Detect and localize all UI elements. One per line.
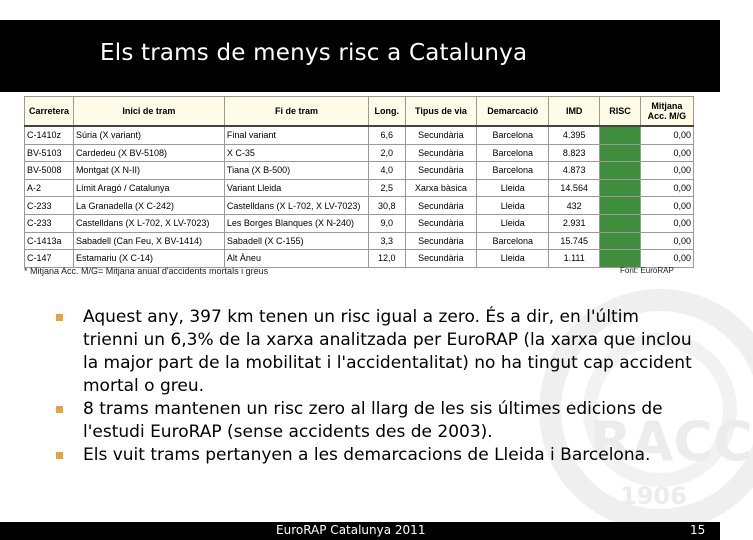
- cell-imd: 1.111: [549, 250, 600, 268]
- table-row: [25, 197, 694, 215]
- risk-table: [24, 96, 694, 268]
- cell-demarcacio: Lleida: [477, 179, 549, 197]
- cell-demarcacio: Lleida: [477, 197, 549, 215]
- table-note: * Mitjana Acc. M/G= Mitjana anual d'accidents mortals i greus: [24, 266, 269, 276]
- cell-imd: 15.745: [549, 232, 600, 250]
- bullet-item: Els vuit trams pertanyen a les demarcacions de Lleida i Barcelona.: [56, 444, 696, 467]
- cell-imd: 14.564: [549, 179, 600, 197]
- cell-carretera: BV-5103: [25, 144, 74, 162]
- cell-demarcacio: Barcelona: [477, 232, 549, 250]
- cell-inici: Súria (X variant): [73, 126, 224, 144]
- cell-fi: Tiana (X B-500): [224, 162, 368, 180]
- cell-tipus: Secundària: [405, 197, 477, 215]
- col-header-risc: RISC: [600, 97, 641, 127]
- footer-bar: [0, 522, 720, 540]
- cell-inici: La Granadella (X C-242): [73, 197, 224, 215]
- cell-imd: 4.395: [549, 126, 600, 144]
- table-row: [25, 250, 694, 268]
- cell-fi: Alt Àneu: [224, 250, 368, 268]
- footer-text: EuroRAP Catalunya 2011: [276, 523, 426, 537]
- table-header-row: [25, 97, 694, 127]
- col-header-long: Long.: [369, 97, 405, 127]
- cell-risc: [600, 214, 641, 232]
- bullet-square-icon: [56, 406, 63, 413]
- cell-mitjana: 0,00: [640, 162, 693, 180]
- cell-carretera: BV-5008: [25, 162, 74, 180]
- cell-mitjana: 0,00: [640, 179, 693, 197]
- cell-demarcacio: Lleida: [477, 250, 549, 268]
- page-number: 15: [690, 523, 706, 537]
- cell-carretera: C-1410z: [25, 126, 74, 144]
- watermark-text: RACC: [590, 410, 753, 473]
- cell-risc: [600, 179, 641, 197]
- cell-mitjana: 0,00: [640, 144, 693, 162]
- cell-long: 12,0: [369, 250, 405, 268]
- table-row: [25, 232, 694, 250]
- cell-imd: 4.873: [549, 162, 600, 180]
- cell-imd: 432: [549, 197, 600, 215]
- bullet-item: Aquest any, 397 km tenen un risc igual a zero. És a dir, en l'últim trienni un 6,3% de la xarxa analitzada per EuroRAP (la xarxa que inclou la major part de la mobilitat i l'accidentalitat) no ha tingut cap accident mortal o greu.: [56, 306, 696, 398]
- table-row: [25, 214, 694, 232]
- cell-carretera: C-147: [25, 250, 74, 268]
- slide-title: Els trams de menys risc a Catalunya: [100, 40, 528, 66]
- cell-inici: Montgat (X N-II): [73, 162, 224, 180]
- cell-risc: [600, 162, 641, 180]
- table-body: [25, 126, 694, 267]
- table-source: Font: EuroRAP: [620, 266, 674, 275]
- col-header-fi: Fi de tram: [224, 97, 368, 127]
- cell-inici: Cardedeu (X BV-5108): [73, 144, 224, 162]
- cell-risc: [600, 126, 641, 144]
- cell-fi: Variant Lleida: [224, 179, 368, 197]
- cell-risc: [600, 144, 641, 162]
- col-header-imd: IMD: [549, 97, 600, 127]
- cell-demarcacio: Lleida: [477, 214, 549, 232]
- cell-mitjana: 0,00: [640, 250, 693, 268]
- col-header-mitjana: Mitjana Acc. M/G: [640, 97, 693, 127]
- cell-long: 30,8: [369, 197, 405, 215]
- table-row: [25, 162, 694, 180]
- table-row: [25, 126, 694, 144]
- bullet-square-icon: [56, 452, 63, 459]
- cell-imd: 8.823: [549, 144, 600, 162]
- cell-inici: Sabadell (Can Feu, X BV-1414): [73, 232, 224, 250]
- col-header-inici: Inici de tram: [73, 97, 224, 127]
- cell-fi: Les Borges Blanques (X N-240): [224, 214, 368, 232]
- cell-tipus: Secundària: [405, 126, 477, 144]
- cell-fi: Final variant: [224, 126, 368, 144]
- cell-mitjana: 0,00: [640, 232, 693, 250]
- cell-demarcacio: Barcelona: [477, 144, 549, 162]
- cell-imd: 2.931: [549, 214, 600, 232]
- cell-long: 9,0: [369, 214, 405, 232]
- table-row: [25, 144, 694, 162]
- table-row: [25, 179, 694, 197]
- cell-carretera: C-233: [25, 214, 74, 232]
- col-header-tipus: Tipus de via: [405, 97, 477, 127]
- cell-risc: [600, 250, 641, 268]
- cell-demarcacio: Barcelona: [477, 126, 549, 144]
- watermark-year: 1906: [620, 482, 687, 510]
- bullet-list: [56, 306, 696, 467]
- cell-long: 2,0: [369, 144, 405, 162]
- cell-mitjana: 0,00: [640, 126, 693, 144]
- cell-fi: Castelldans (X L-702, X LV-7023): [224, 197, 368, 215]
- cell-inici: Estamariu (X C-14): [73, 250, 224, 268]
- cell-tipus: Secundària: [405, 250, 477, 268]
- cell-long: 4,0: [369, 162, 405, 180]
- bullet-square-icon: [56, 314, 63, 321]
- bullet-item: 8 trams mantenen un risc zero al llarg de les sis últimes edicions de l'estudi EuroRAP (sense accidents des de 2003).: [56, 398, 696, 444]
- cell-tipus: Xarxa bàsica: [405, 179, 477, 197]
- cell-mitjana: 0,00: [640, 197, 693, 215]
- cell-tipus: Secundària: [405, 214, 477, 232]
- cell-carretera: C-233: [25, 197, 74, 215]
- cell-risc: [600, 197, 641, 215]
- cell-mitjana: 0,00: [640, 214, 693, 232]
- cell-inici: Límit Aragó / Catalunya: [73, 179, 224, 197]
- cell-tipus: Secundària: [405, 144, 477, 162]
- col-header-carretera: Carretera: [25, 97, 74, 127]
- col-header-demarcacio: Demarcació: [477, 97, 549, 127]
- cell-carretera: A-2: [25, 179, 74, 197]
- cell-long: 6,6: [369, 126, 405, 144]
- cell-risc: [600, 232, 641, 250]
- cell-demarcacio: Barcelona: [477, 162, 549, 180]
- cell-tipus: Secundària: [405, 232, 477, 250]
- cell-fi: Sabadell (X C-155): [224, 232, 368, 250]
- cell-fi: X C-35: [224, 144, 368, 162]
- cell-long: 2,5: [369, 179, 405, 197]
- cell-long: 3,3: [369, 232, 405, 250]
- cell-inici: Castelldans (X L-702, X LV-7023): [73, 214, 224, 232]
- cell-tipus: Secundària: [405, 162, 477, 180]
- cell-carretera: C-1413a: [25, 232, 74, 250]
